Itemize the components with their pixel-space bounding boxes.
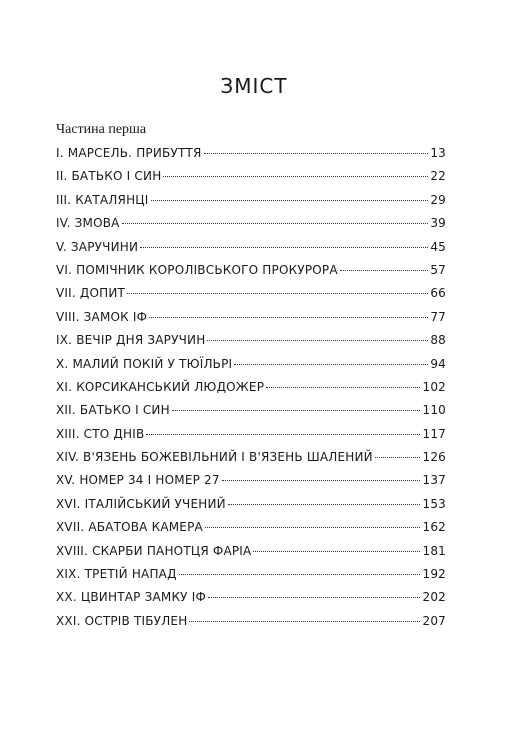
page-number: 153 xyxy=(422,496,446,511)
toc-entry xyxy=(56,497,446,520)
chapter-number: XIX. xyxy=(56,567,81,582)
dot-leader xyxy=(204,153,429,154)
toc-entry xyxy=(56,193,446,216)
page-number: 88 xyxy=(430,333,446,348)
page-number: 181 xyxy=(422,543,446,558)
dot-leader xyxy=(253,551,420,552)
dot-leader xyxy=(205,527,421,528)
chapter-title: СКАРБИ ПАНОТЦЯ ФАРІА xyxy=(92,543,252,558)
chapter-number: IX. xyxy=(56,333,73,348)
toc-entry xyxy=(56,240,446,263)
toc-entry xyxy=(56,590,446,613)
dot-leader xyxy=(122,223,429,224)
dot-leader xyxy=(189,621,420,622)
toc-entry xyxy=(56,427,446,450)
toc-entry xyxy=(56,380,446,403)
chapter-title: ЗАМОК ІФ xyxy=(83,309,148,324)
chapter-title: НОМЕР 34 І НОМЕР 27 xyxy=(79,473,220,488)
chapter-number: VII. xyxy=(56,286,76,301)
chapter-number: XIV. xyxy=(56,450,80,465)
toc-entry xyxy=(56,614,446,637)
page-number: 102 xyxy=(422,379,446,394)
dot-leader xyxy=(208,597,421,598)
chapter-title: ОСТРІВ ТІБУЛЕН xyxy=(84,613,188,628)
chapter-title: ТРЕТІЙ НАПАД xyxy=(84,567,177,582)
dot-leader xyxy=(127,293,428,294)
chapter-title: БАТЬКО І СИН xyxy=(79,403,170,418)
chapter-title: В'ЯЗЕНЬ БОЖЕВІЛЬНИЙ І В'ЯЗЕНЬ ШАЛЕНИЙ xyxy=(83,450,373,465)
chapter-title: АБАТОВА КАМЕРА xyxy=(88,520,203,535)
chapter-number: XVIII. xyxy=(56,543,89,558)
toc-entry xyxy=(56,286,446,309)
chapter-title: СТО ДНІВ xyxy=(83,426,145,441)
chapter-title: ЗАРУЧИНИ xyxy=(70,239,139,254)
chapter-number: XI. xyxy=(56,379,73,394)
chapter-number: XX. xyxy=(56,590,77,605)
chapter-title: ЗМОВА xyxy=(74,216,120,231)
dot-leader xyxy=(151,200,429,201)
chapter-number: XII. xyxy=(56,403,76,418)
dot-leader xyxy=(172,410,421,411)
page-number: 126 xyxy=(422,450,446,465)
page-number: 137 xyxy=(422,473,446,488)
toc-entry xyxy=(56,450,446,473)
page-title: ЗМІСТ xyxy=(220,74,288,98)
chapter-title: ДОПИТ xyxy=(79,286,126,301)
toc-entry xyxy=(56,520,446,543)
dot-leader xyxy=(146,434,420,435)
page-number: 77 xyxy=(430,309,446,324)
chapter-number: XVI. xyxy=(56,496,81,511)
chapter-title: КАТАЛЯНЦІ xyxy=(75,192,149,207)
page-number: 117 xyxy=(422,426,446,441)
toc-list xyxy=(56,146,446,637)
chapter-number: X. xyxy=(56,356,69,371)
page-number: 94 xyxy=(430,356,446,371)
toc-entry xyxy=(56,567,446,590)
dot-leader xyxy=(340,270,429,271)
chapter-number: XVII. xyxy=(56,520,85,535)
toc-entry xyxy=(56,544,446,567)
chapter-title: ВЕЧІР ДНЯ ЗАРУЧИН xyxy=(76,333,206,348)
page-number: 29 xyxy=(430,192,446,207)
toc-entry xyxy=(56,333,446,356)
page-number: 57 xyxy=(430,262,446,277)
part-heading: Частина перша xyxy=(56,122,147,137)
dot-leader xyxy=(375,457,421,458)
chapter-title: ПОМІЧНИК КОРОЛІВСЬКОГО ПРОКУРОРА xyxy=(76,262,338,277)
chapter-number: XV. xyxy=(56,473,76,488)
toc-entry xyxy=(56,216,446,239)
chapter-number: V. xyxy=(56,239,67,254)
dot-leader xyxy=(207,340,428,341)
chapter-number: XXI. xyxy=(56,613,81,628)
page-number: 110 xyxy=(422,403,446,418)
toc-entry xyxy=(56,403,446,426)
chapter-title: МАРСЕЛЬ. ПРИБУТТЯ xyxy=(67,146,202,160)
chapter-number: VIII. xyxy=(56,309,80,324)
toc-entry xyxy=(56,473,446,496)
dot-leader xyxy=(140,247,428,248)
chapter-number: III. xyxy=(56,192,72,207)
chapter-number: XIII. xyxy=(56,426,80,441)
page-number: 39 xyxy=(430,216,446,231)
chapter-title: КОРСИКАНСЬКИЙ ЛЮДОЖЕР xyxy=(76,379,265,394)
chapter-title: ЦВИНТАР ЗАМКУ ІФ xyxy=(80,590,206,605)
dot-leader xyxy=(266,387,420,388)
toc-entry xyxy=(56,263,446,286)
chapter-number: VI. xyxy=(56,262,73,277)
dot-leader xyxy=(234,364,428,365)
page-number: 207 xyxy=(422,613,446,628)
page-number: 66 xyxy=(430,286,446,301)
dot-leader xyxy=(179,574,421,575)
dot-leader xyxy=(222,480,421,481)
toc-entry xyxy=(56,169,446,192)
dot-leader xyxy=(228,504,421,505)
page-number: 202 xyxy=(422,590,446,605)
page-number: 45 xyxy=(430,239,446,254)
chapter-title: МАЛИЙ ПОКІЙ У ТЮЇЛЬРІ xyxy=(72,356,233,371)
chapter-number: II. xyxy=(56,169,68,184)
chapter-title: БАТЬКО І СИН xyxy=(71,169,162,184)
chapter-number: IV. xyxy=(56,216,71,231)
dot-leader xyxy=(163,176,428,177)
page-number: 13 xyxy=(430,146,446,160)
chapter-number: I. xyxy=(56,146,64,160)
page-number: 192 xyxy=(422,567,446,582)
chapter-title: ІТАЛІЙСЬКИЙ УЧЕНИЙ xyxy=(84,496,226,511)
dot-leader xyxy=(149,317,428,318)
page-number: 162 xyxy=(422,520,446,535)
toc-entry xyxy=(56,357,446,380)
page-number: 22 xyxy=(430,169,446,184)
toc-entry xyxy=(56,146,446,169)
toc-entry xyxy=(56,310,446,333)
